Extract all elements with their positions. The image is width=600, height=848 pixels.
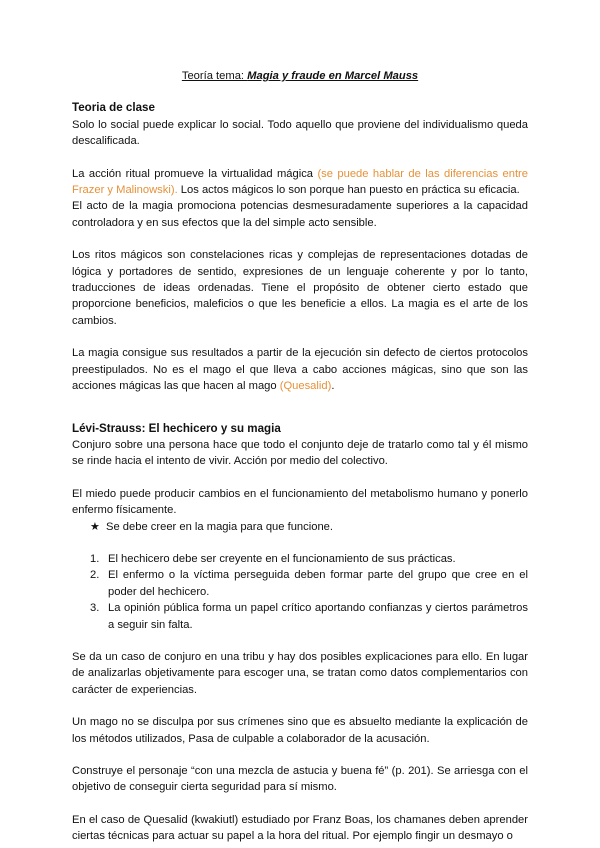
title-prefix: Teoría tema: <box>181 70 248 82</box>
paragraph: Los ritos mágicos son constelaciones ricas y complejas de representaciones dotadas de lógica y portadores de sentido, expresiones de un lenguaje coherente y por lo tanto, traducciones de ideas ordenadas. Tiene el propósito de obtener cierto estado que proporcione beneficios, maleficios o que les beneficie a ellos. La magia es el arte de los cambios. <box>72 249 528 327</box>
orange-note: (se puede hablar de las diferencias entre Frazer y Malinowski). <box>72 167 529 197</box>
orange-note: (Quesalid) <box>279 380 332 393</box>
paragraph-ritual: La acción ritual promueve la virtualidad mágica (se puede hablar de las diferencias entre Frazer y Malinowski). Los actos mágicos lo son porque han puesto en práctica su eficacia. <box>72 167 529 197</box>
star-icon: ★ <box>90 520 101 533</box>
paragraph: Solo lo social puede explicar lo social. Todo aquello que proviene del individualismo queda descalificada. <box>72 118 528 148</box>
paragraph: En el caso de Quesalid (kwakiutl) estudiado por Franz Boas, los chamanes deben aprender ciertas técnicas para actuar su papel a la hora del ritual. Por ejemplo fingir un desmayo o <box>72 813 528 843</box>
paragraph: El miedo puede producir cambios en el funcionamiento del metabolismo humano y ponerlo enfermo físicamente. <box>72 487 528 517</box>
paragraph: Un mago no se disculpa por sus crímenes sino que es absuelto mediante la explicación de los métodos utilizados, Pasa de culpable a colaborador de la acusación. <box>72 716 528 745</box>
list-item: 3. La opinión pública forma un papel crítico aportando confianzas y ciertos parámetros a seguir sin falta. <box>90 602 528 631</box>
section-heading-teoria: Teoria de clase <box>72 101 155 115</box>
paragraph: Construye el personaje “con una mezcla de astucia y buena fé” (p. 201). Se arriesga con el objetivo de conseguir cierta seguridad para sí mismo. <box>72 765 528 794</box>
numbered-list <box>72 551 528 633</box>
section-heading-levi-strauss: Lévi-Strauss: El hechicero y su magia <box>72 421 281 435</box>
paragraph-resultados: La magia consigue sus resultados a partir de la ejecución sin defecto de ciertos protocolos preestipulados. No es el mago el que lleva a cabo acciones mágicas, sino que son las acciones mágicas las que hacen al mago (Quesalid). <box>72 347 528 393</box>
paragraph: Conjuro sobre una persona hace que todo el conjunto deje de tratarlo como tal y él mismo se rinde hacia el intento de vivir. Acción por medio del colectivo. <box>72 438 528 468</box>
paragraph: Se da un caso de conjuro en una tribu y hay dos posibles explicaciones para ello. En lugar de analizarlas objetivamente para escoger una, se tratan como datos complementarios con carácter de experiencias. <box>72 650 528 696</box>
star-list <box>72 519 528 535</box>
title-emphasis: Magia y fraude en Marcel Mauss <box>247 70 419 82</box>
list-item: ★ Se debe creer en la magia para que funcione. <box>90 519 528 535</box>
list-item: 1. El hechicero debe ser creyente en el funcionamiento de sus prácticas. <box>90 552 456 565</box>
document-title <box>72 68 528 84</box>
list-item: 2. El enfermo o la víctima perseguida deben formar parte del grupo que cree en el poder del hechicero. <box>90 569 528 598</box>
paragraph: El acto de la magia promociona potencias desmesuradamente superiores a la capacidad controladora y en sus efectos que la del simple acto sensible. <box>72 200 528 229</box>
